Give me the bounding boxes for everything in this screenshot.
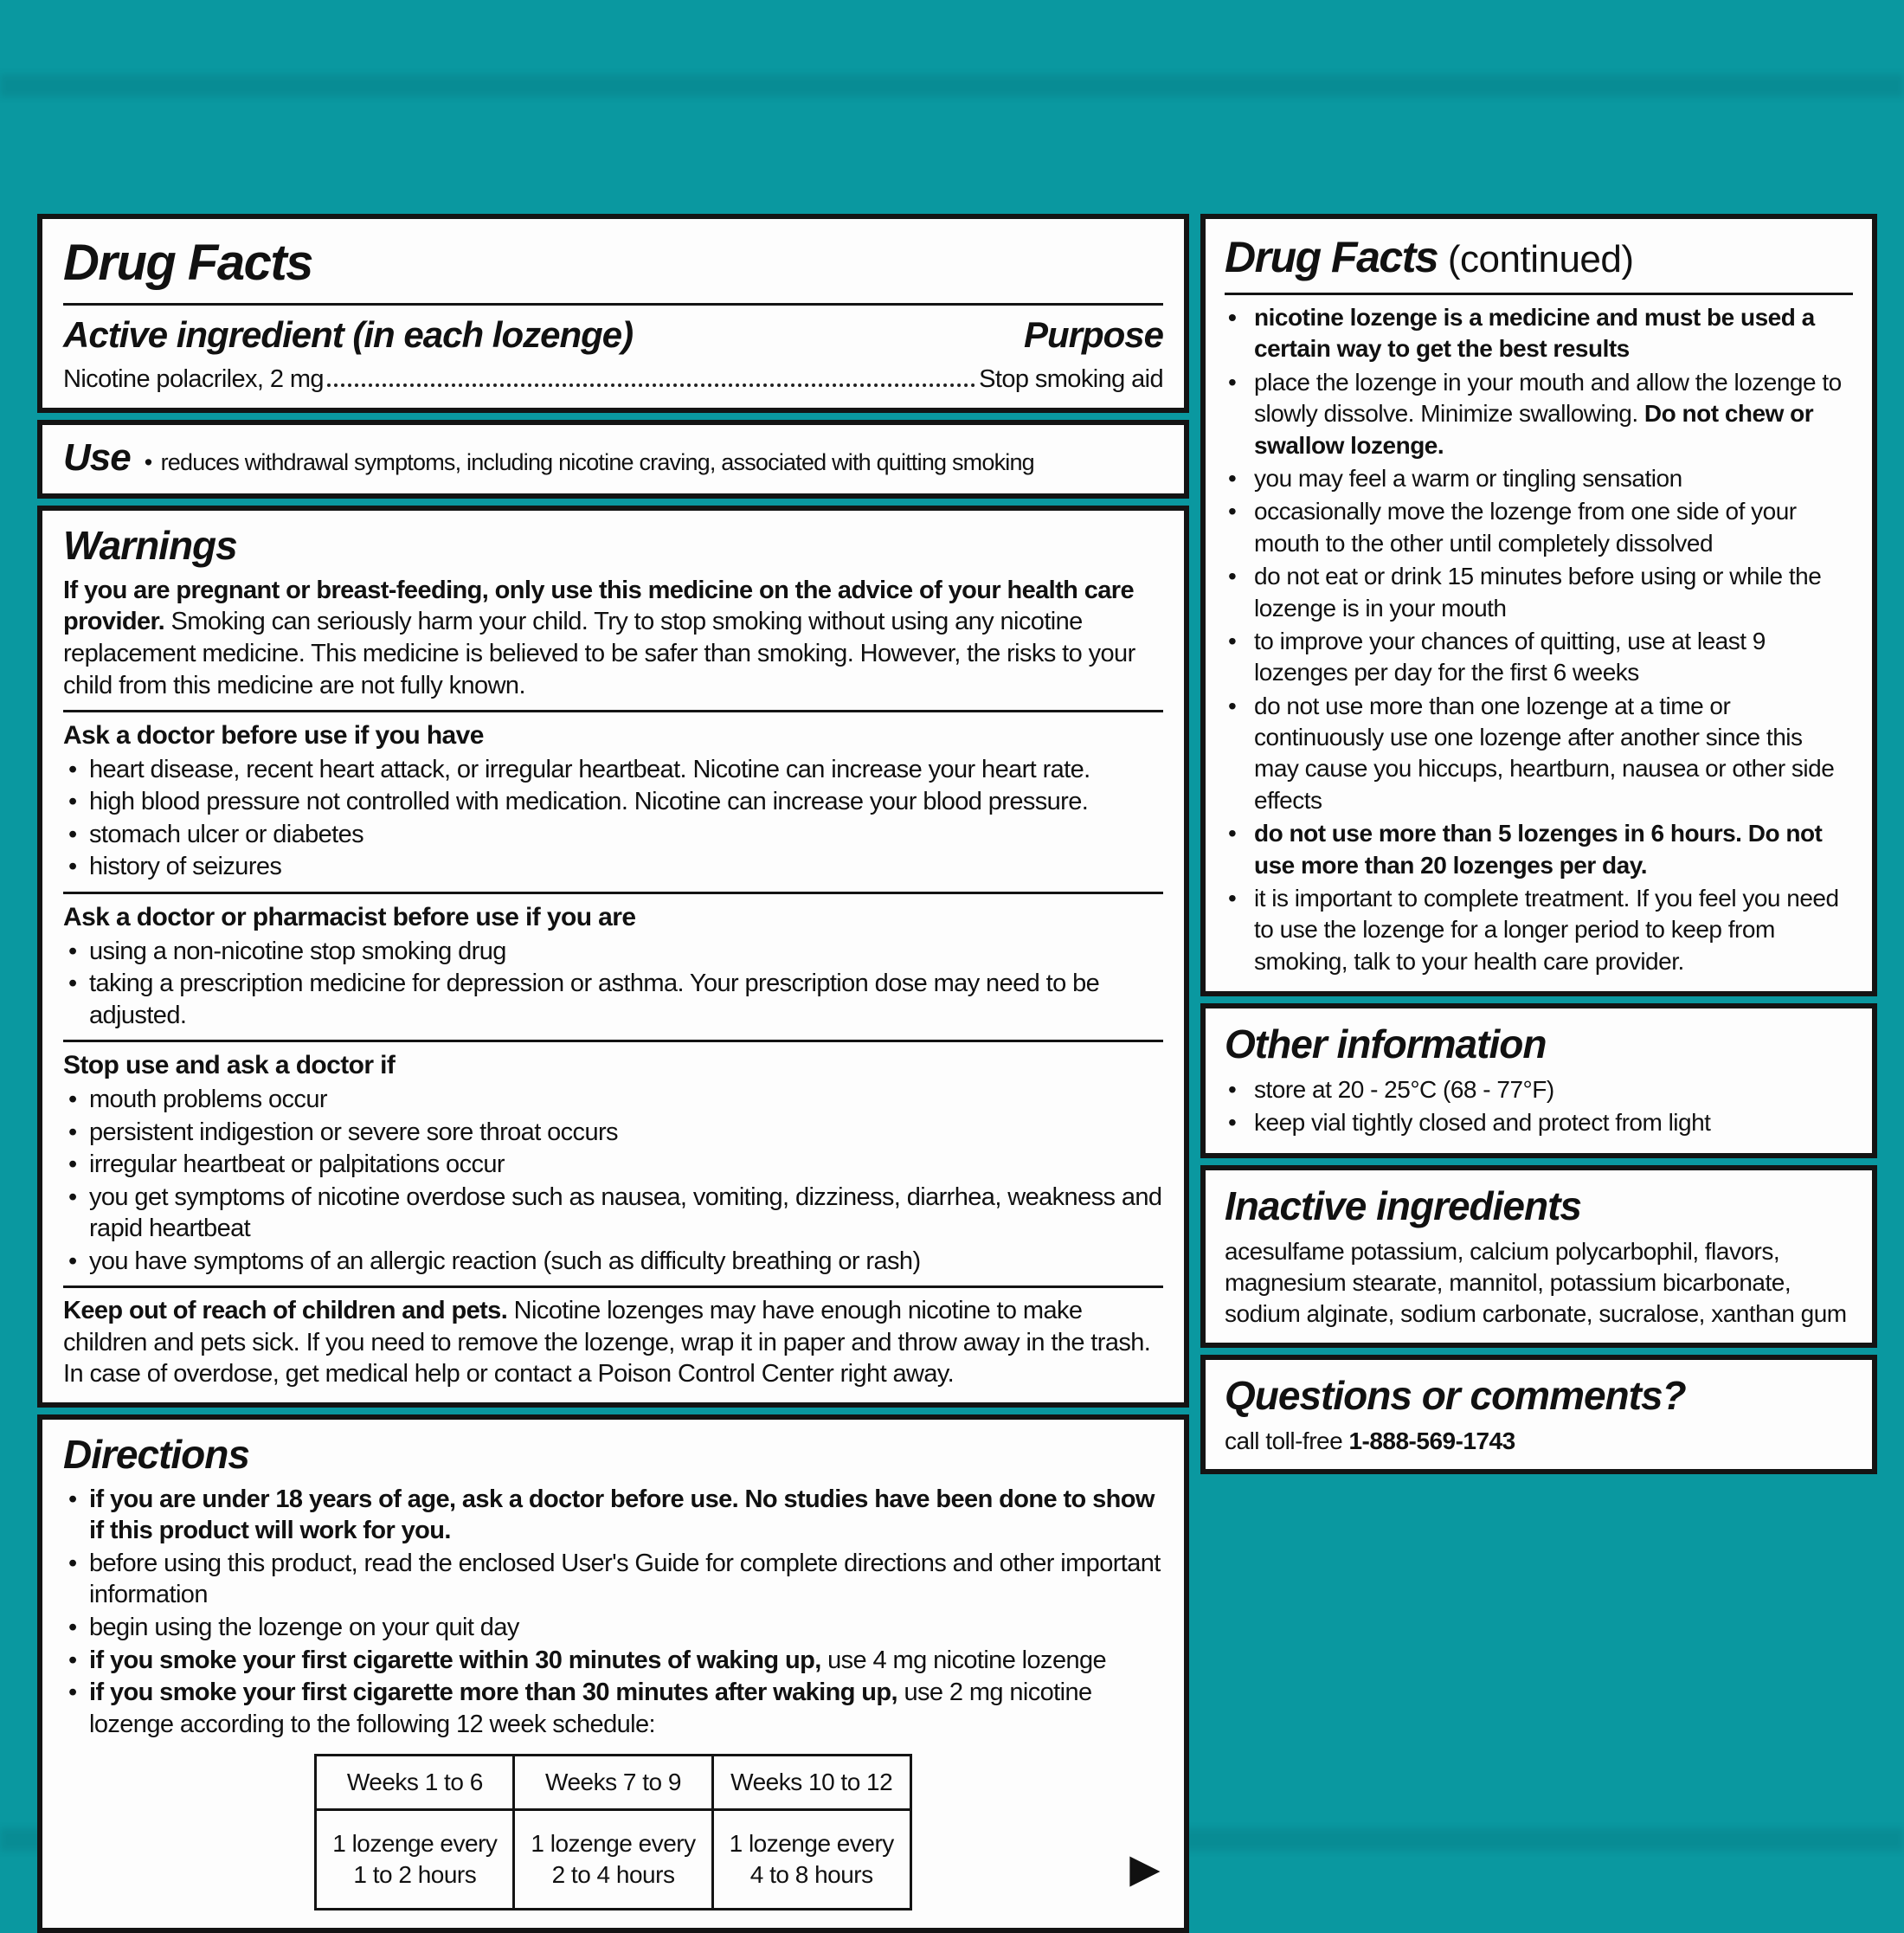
list-item [63,1612,1163,1644]
pregnancy-warning [63,575,1163,701]
ingredient-leader-row [63,364,1163,396]
title-main: Drug Facts [1225,233,1438,281]
direction-bold: if you are under 18 years of age, ask a doctor before use. No studies have been done to show if this product will work for you. [89,1485,1155,1545]
list-item [1225,463,1853,494]
inactive-ingredients-text: acesulfame potassium, calcium polycarbophil, flavors, magnesium stearate, mannitol, potassium bicarbonate, sodium alginate, sodium carbonate, sucralose, xanthan gum [1225,1237,1847,1328]
item-pre: to improve your chances of quitting, use at least 9 lozenges per day for the first 6 weeks [1254,627,1766,686]
active-ingredient-row [63,313,1163,358]
directions-list [63,1484,1163,1740]
drug-facts-panel-left [37,214,1189,1933]
continued-arrow-icon: ▶ [1129,1845,1160,1892]
ask-pharmacist-heading: Ask a doctor or pharmacist before use if you are [63,902,636,931]
dotted-leader [327,383,975,387]
cell-line: 2 to 4 hours [551,1861,675,1889]
table-header-row [316,1756,911,1810]
purpose-value: Stop smoking aid [979,364,1163,393]
list-item [1225,818,1853,881]
section-inactive-ingredients [1200,1165,1877,1348]
purpose-heading: Purpose [1023,314,1163,356]
item-bold: Do not chew or swallow lozenge. [1254,400,1814,459]
table-header: Weeks 1 to 6 [316,1756,514,1810]
list-item: • history of seizures [63,851,1163,883]
list-item [1225,691,1853,817]
table-cell [514,1810,712,1910]
pregnancy-warning-bold: If you are pregnant or breast-feeding, only use this medicine on the advice of your health care provider. [63,576,1135,636]
item-pre: do not eat or drink 15 minutes before using or while the lozenge is in your mouth [1254,563,1822,622]
list-item [1225,302,1853,365]
directions-heading: Directions [63,1431,249,1477]
list-item: • irregular heartbeat or palpitations occur [63,1149,1163,1181]
list-item: • you get symptoms of nicotine overdose such as nausea, vomiting, dizziness, diarrhea, weakness and rapid heartbeat [63,1182,1163,1245]
warnings-heading: Warnings [63,522,237,568]
list-item [63,1548,1163,1611]
package-fold-shadow [0,74,1904,97]
direction-text: use 2 mg nicotine lozenge according to the following 12 week schedule: [89,1678,1092,1738]
item-pre: it is important to complete treatment. If you feel you need to use the lozenge for a longer period to keep from smoking, talk to your health care provider. [1254,885,1839,975]
list-item: • stomach ulcer or diabetes [63,819,1163,851]
toll-free-line [1225,1426,1853,1457]
list-item [63,1484,1163,1547]
list-item: • store at 20 - 25°C (68 - 77°F) [1225,1074,1853,1105]
list-item: • you have symptoms of an allergic reaction (such as difficulty breathing or rash) [63,1246,1163,1278]
direction-bold: if you smoke your first cigarette more than 30 minutes after waking up, [89,1678,904,1707]
list-item [63,1677,1163,1740]
keep-out-text: Nicotine lozenges may have enough nicotine to make children and pets sick. If you need to remove the lozenge, wrap it in paper and throw away in the trash. In case of overdose, get medical help or contact a Poison Control Center right away. [63,1297,1151,1389]
stop-use-list [63,1084,1163,1277]
list-item: • keep vial tightly closed and protect from light [1225,1107,1853,1138]
divider [63,892,1163,894]
ingredient-name: Nicotine polacrilex, 2 mg [63,364,324,393]
section-other-information [1200,1003,1877,1158]
cell-line: 4 to 8 hours [749,1861,873,1889]
inactive-ingredients-heading: Inactive ingredients [1225,1182,1582,1228]
list-item [63,1645,1163,1677]
table-cell [712,1810,910,1910]
list-item [1225,561,1853,624]
divider [63,710,1163,712]
ask-doctor-list [63,754,1163,883]
item-pre: you may feel a warm or tingling sensation [1254,464,1682,492]
direction-bold: if you smoke your first cigarette within 30 minutes of waking up, [89,1646,828,1674]
list-item [1225,626,1853,689]
dosing-schedule-table [314,1754,912,1910]
cell-line: 1 lozenge every [332,1829,498,1857]
bullet-glyph: • [144,448,152,475]
toll-free-number: 1-888-569-1743 [1348,1427,1515,1454]
divider [63,1285,1163,1288]
use-heading: Use [63,435,131,479]
ask-doctor-heading: Ask a doctor before use if you have [63,721,484,751]
divider [1225,293,1853,295]
divider [63,303,1163,306]
item-bold: do not use more than 5 lozenges in 6 hours. Do not use more than 20 lozenges per day. [1254,820,1823,879]
list-item: • taking a prescription medicine for depression or asthma. Your prescription dose may need to be adjusted. [63,968,1163,1031]
keep-out-of-reach [63,1295,1163,1390]
continued-list [1225,302,1853,977]
stop-use-heading: Stop use and ask a doctor if [63,1051,396,1080]
section-directions [37,1414,1189,1933]
list-item: • using a non-nicotine stop smoking drug [63,936,1163,968]
list-item: • high blood pressure not controlled with medication. Nicotine can increase your blood pressure. [63,786,1163,818]
section-continued [1200,214,1877,996]
cell-line: 1 to 2 hours [353,1861,477,1889]
item-bold: nicotine lozenge is a medicine and must be used a certain way to get the best results [1254,304,1815,363]
direction-text: use 4 mg nicotine lozenge [827,1646,1107,1674]
title-suffix: (continued) [1438,238,1634,280]
divider [63,1040,1163,1042]
list-item [1225,367,1853,461]
other-information-list [1225,1074,1853,1139]
list-item: • persistent indigestion or severe sore throat occurs [63,1117,1163,1149]
direction-text: begin using the lozenge on your quit day [89,1614,519,1641]
list-item [1225,883,1853,977]
list-item: • mouth problems occur [63,1084,1163,1116]
direction-text: before using this product, read the enclosed User's Guide for complete directions and other important information [89,1549,1161,1609]
list-item [1225,496,1853,559]
list-item: • heart disease, recent heart attack, or irregular heartbeat. Nicotine can increase your heart rate. [63,754,1163,786]
table-cell [316,1810,514,1910]
table-row [316,1810,911,1910]
questions-heading: Questions or comments? [1225,1372,1686,1418]
drug-facts-panel-right [1200,214,1877,1474]
section-use [37,420,1189,499]
section-header-active-ingredient [37,214,1189,413]
table-header: Weeks 10 to 12 [712,1756,910,1810]
cell-line: 1 lozenge every [531,1829,696,1857]
item-pre: place the lozenge in your mouth and allow the lozenge to slowly dissolve. Minimize swallowing. [1254,368,1842,428]
item-pre: occasionally move the lozenge from one side of your mouth to the other until completely dissolved [1254,498,1797,557]
pregnancy-warning-text: Smoking can seriously harm your child. Try to stop smoking without using any nicotine replacement medicine. This medicine is believed to be safer than smoking. However, the risks to your child from this medicine are not fully known. [63,608,1135,699]
drug-facts-title: Drug Facts [63,235,312,291]
ask-pharmacist-list [63,936,1163,1032]
cell-line: 1 lozenge every [729,1829,894,1857]
table-header: Weeks 7 to 9 [514,1756,712,1810]
item-pre: do not use more than one lozenge at a time or continuously use one lozenge after another since this may cause you hiccups, heartburn, nausea or other side effects [1254,692,1835,814]
drug-facts-continued-title [1225,229,1853,286]
section-questions [1200,1355,1877,1474]
section-warnings [37,506,1189,1408]
use-text: reduces withdrawal symptoms, including nicotine craving, associated with quitting smoking [160,448,1034,475]
keep-out-bold: Keep out of reach of children and pets. [63,1297,514,1325]
other-information-heading: Other information [1225,1021,1547,1067]
toll-free-label: call toll-free [1225,1427,1349,1454]
active-ingredient-heading: Active ingredient (in each lozenge) [63,314,634,356]
